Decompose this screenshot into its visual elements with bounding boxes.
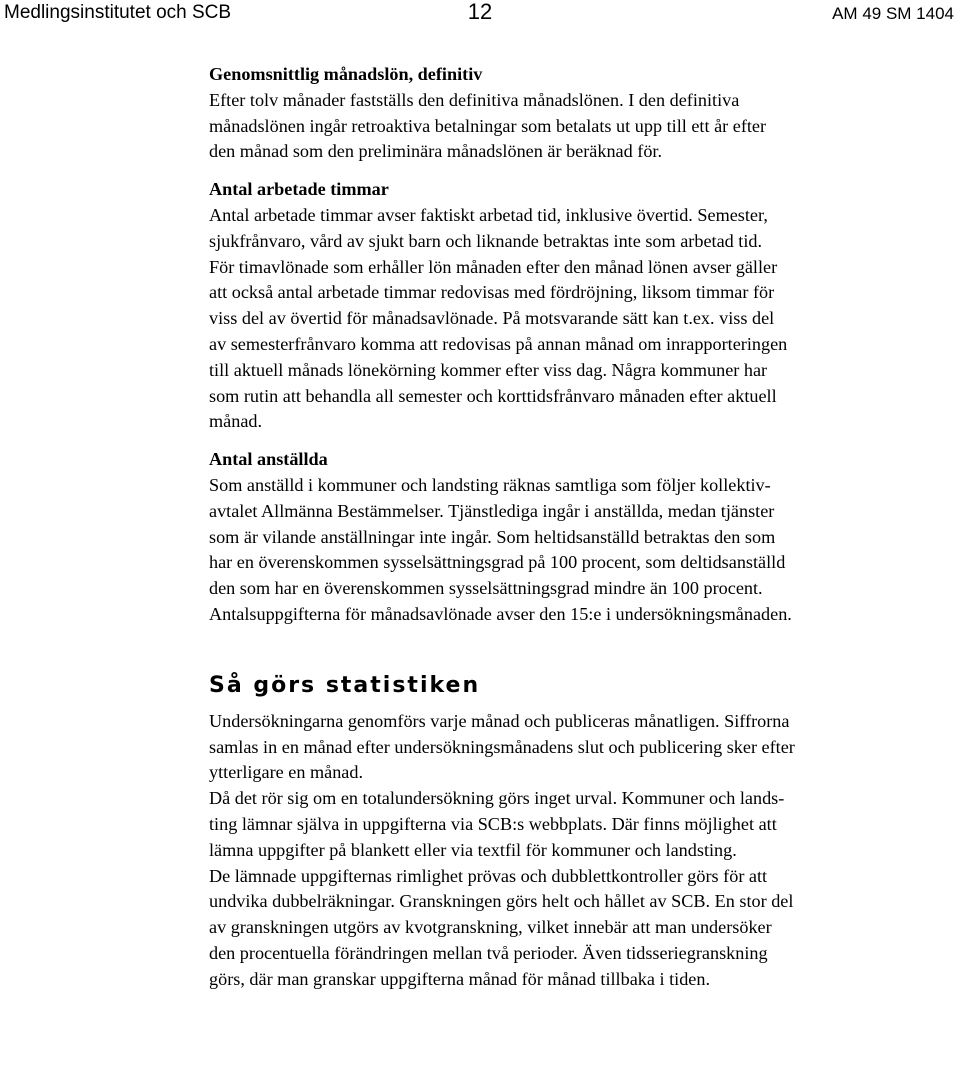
paragraph-timmar-a <box>209 203 957 255</box>
text-line: Undersökningarna genomförs varje månad och publiceras månatligen. Siffrorna <box>209 710 790 731</box>
text-line: samlas in en månad efter undersökningsmånadens slut och publicering sker efter <box>209 736 795 757</box>
text-line: sjukfrånvaro, vård av sjukt barn och liknande betraktas inte som arbetad tid. <box>209 230 763 251</box>
heading-timmar: Antal arbetade timmar <box>209 179 389 200</box>
header-report-id: AM 49 SM 1404 <box>832 4 954 23</box>
text-line: månad. <box>209 411 263 432</box>
header-publisher: Medlingsinstitutet och SCB <box>4 2 232 23</box>
heading-manadslon: Genomsnittlig månadslön, definitiv <box>209 64 483 84</box>
text-line: De lämnade uppgifternas rimlighet prövas och dubblettkontroller görs för att <box>209 865 768 886</box>
text-line: som är vilande anställningar inte ingår. Som heltidsanställd betraktas den som <box>209 526 776 547</box>
text-line: den procentuella förändringen mellan två perioder. Även tidsseriegranskning <box>209 942 768 963</box>
header-page-number: 12 <box>467 0 493 24</box>
section-title-statistik: Så görs statistiken <box>209 672 481 698</box>
text-line: Efter tolv månader fastställs den definitiva månadslönen. I den definitiva <box>209 89 740 110</box>
text-line: att också antal arbetade timmar redovisas med fördröjning, liksom timmar för <box>209 282 775 303</box>
text-line: Då det rör sig om en totalundersökning görs inget urval. Kommuner och lands- <box>209 788 785 809</box>
text-line: viss del av övertid för månadsavlönade. På motsvarande sätt kan t.ex. viss del <box>209 308 775 329</box>
text-line: till aktuell månads lönekörning kommer efter viss dag. Några kommuner har <box>209 359 768 380</box>
paragraph-statistik-2 <box>209 786 957 863</box>
paragraph-manadslon <box>209 88 957 165</box>
paragraph-statistik-3 <box>209 864 957 993</box>
page-header <box>0 0 960 26</box>
text-line: som rutin att behandla all semester och korttidsfrånvaro månaden efter aktuell <box>209 385 777 406</box>
text-line: av semesterfrånvaro komma att redovisas på annan månad om inrapporteringen <box>209 333 788 354</box>
text-line: Som anställd i kommuner och landsting räknas samtliga som följer kollektiv- <box>209 474 771 495</box>
section-manadslon <box>209 62 957 165</box>
text-line: avtalet Allmänna Bestämmelser. Tjänstlediga ingår i anställda, medan tjänster <box>209 500 775 521</box>
text-line: För timavlönade som erhåller lön månaden efter den månad lönen avser gäller <box>209 256 778 277</box>
text-line: har en överenskommen sysselsättningsgrad på 100 procent, som deltidsanställd <box>209 552 786 573</box>
section-statistik <box>209 671 957 993</box>
document-body <box>209 62 957 993</box>
text-line: Antal arbetade timmar avser faktiskt arbetad tid, inklusive övertid. Semester, <box>209 204 768 225</box>
heading-anstallda: Antal anställda <box>209 449 328 470</box>
text-line: görs, där man granskar uppgifterna månad för månad tillbaka i tiden. <box>209 968 710 989</box>
text-line: Antalsuppgifterna för månadsavlönade avser den 15:e i undersökningsmånaden. <box>209 603 792 624</box>
text-line: ting lämnar själva in uppgifterna via SCB:s webbplats. Där finns möjlighet att <box>209 813 777 834</box>
section-timmar <box>209 177 957 435</box>
text-line: av granskningen utgörs av kvotgranskning, vilket innebär att man undersöker <box>209 917 772 938</box>
text-line: undvika dubbelräkningar. Granskningen görs helt och hållet av SCB. En stor del <box>209 891 794 912</box>
paragraph-anstallda <box>209 473 957 628</box>
text-line: månadslönen ingår retroaktiva betalningar som betalats ut upp till ett år efter <box>209 115 767 136</box>
text-line: den månad som den preliminära månadslönen är beräknad för. <box>209 141 663 162</box>
paragraph-timmar-b <box>209 255 957 436</box>
paragraph-statistik-1 <box>209 709 957 786</box>
text-line: ytterligare en månad. <box>209 762 364 783</box>
section-anstallda <box>209 447 957 628</box>
text-line: den som har en överenskommen sysselsättningsgrad mindre än 100 procent. <box>209 578 763 599</box>
text-line: lämna uppgifter på blankett eller via textfil för kommuner och landsting. <box>209 839 737 860</box>
